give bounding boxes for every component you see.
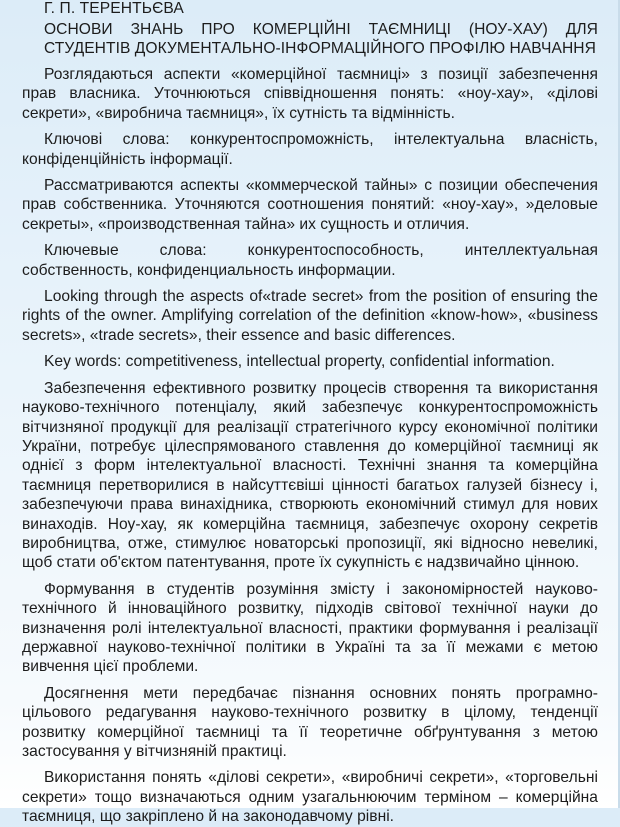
article-title: ОСНОВИ ЗНАНЬ ПРО КОМЕРЦІЙНІ ТАЄМНИЦІ (НОУ-ХАУ) ДЛЯ СТУДЕНТІВ ДОКУМЕНТАЛЬНО-ІНФОРМАЦІЙНОГО ПРОФІЛЮ НАВЧАННЯ xyxy=(44,21,598,57)
abstract-russian: Рассматриваются аспекты «коммерческой тайны» с позиции обеспечения прав собственника. Уточняются соотношения понятий: «ноу-хау», »деловые секреты», «производственная тайна» их сущность и отличия. xyxy=(22,177,598,233)
abstract-ukrainian: Розглядаються аспекти «комерційної таємниці» з позиції забезпечення прав власника. Уточнюються співвідношення понять: «ноу-хау», «ділові секрети», «виробнича таємниця», їх сутність та відмінність. xyxy=(22,66,598,122)
body-paragraph: Формування в студентів розуміння змісту і закономірностей науково-технічного й інноваційного розвитку, підходів світової технічної науки до визначення ролі інтелектуальної власності, практики формування і реалізації державної науково-технічної політики в Україні та за її межами є метою вивчення цієї проблеми. xyxy=(22,580,598,676)
abstract-english: Looking through the aspects of«trade secret» from the position of ensuring the rights of the owner. Amplifying correlation of the definition «know-how», «business secrets», «trade secrets», their essence and basic differences. xyxy=(22,288,598,344)
author-name: Г. П. ТЕРЕНТЬЄВА xyxy=(44,0,184,17)
keywords-ukrainian: Ключові слова: конкурентоспроможність, інтелектуальна власність, конфіденційність інформації. xyxy=(22,131,598,168)
keywords-english: Key words: competitiveness, intellectual property, confidential information. xyxy=(44,353,555,371)
keywords-russian: Ключевые слова: конкурентоспособность, интеллектуальная собственность, конфиденциальность информации. xyxy=(22,242,598,279)
body-paragraph: Досягнення мети передбачає пізнання основних понять програмно-цільового редагування науково-технічного розвитку в цілому, тенденції розвитку комерційної таємниці та її теоретичне обґрунтування з метою застосування у вітчизняній практиці. xyxy=(22,684,598,760)
body-paragraph: Забезпечення ефективного розвитку процесів створення та використання науково-технічного потенціалу, який забезпечує конкурентоспроможність вітчизняної продукції для реалізації стратегічного курсу економічної політики України, потребує цілеспрямованого ставлення до комерційної таємниці як однієї з форм інтелектуальної власності. Технічні знання та комерційна таємниця перетворилися в найсуттєвіші цінності багатьох галузей бізнесу і, забезпечуючи права винахідника, створюють економічний стимул для нових винаходів. Ноу-хау, як комерційна таємниця, забезпечує охорону секретів виробництва, отже, стимулює новаторські пропозиції, які відносно невеликі, щоб стати об'єктом патентування, проте їх сукупність є надзвичайно цінною. xyxy=(22,379,598,572)
body-paragraph: Використання понять «ділові секрети», «виробничі секрети», «торговельні секрети» тощо визначаються одним узагальнюючим терміном – комерційна таємниця, що закріплено й на законодавчому рівні. xyxy=(22,769,598,826)
